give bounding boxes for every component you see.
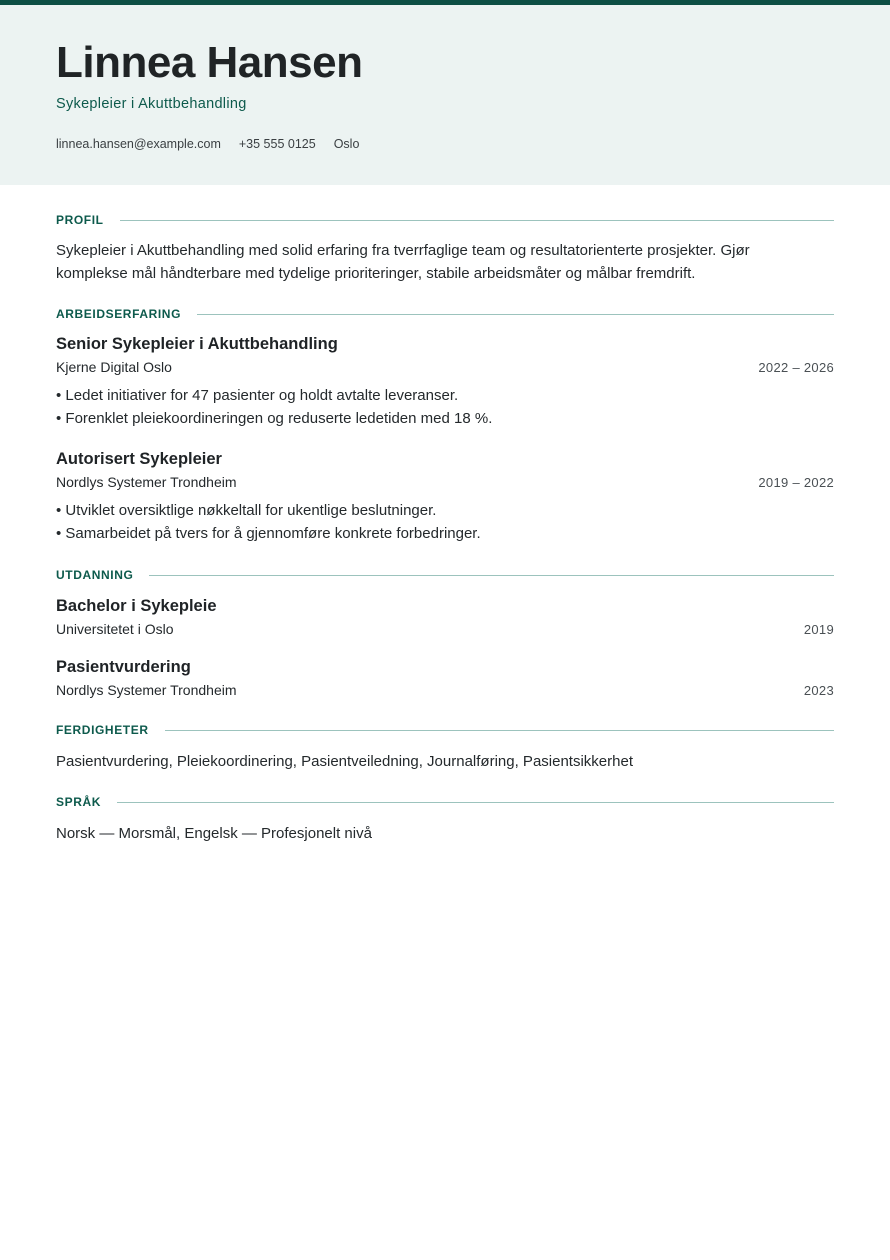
section-rule <box>197 314 834 315</box>
job-title: Autorisert Sykepleier <box>56 450 222 468</box>
education-entry <box>56 597 834 637</box>
job-bullet: • Utviklet oversiktlige nøkkeltall for ukentlige beslutninger. <box>56 499 834 522</box>
section-title: UTDANNING <box>56 568 134 582</box>
job-title: Senior Sykepleier i Akuttbehandling <box>56 335 338 353</box>
education-entry <box>56 658 834 698</box>
section-rule <box>120 220 834 221</box>
job-bullets <box>56 384 834 430</box>
section-heading-languages <box>56 795 834 809</box>
job-org: Kjerne Digital Oslo <box>56 359 172 375</box>
education-title: Pasientvurdering <box>56 658 191 676</box>
section-heading-experience <box>56 307 834 321</box>
section-title: ARBEIDSERFARING <box>56 307 182 321</box>
contact-email[interactable]: linnea.hansen@example.com <box>56 137 221 151</box>
job-dates: 2022 – 2026 <box>758 360 834 375</box>
section-heading-education <box>56 568 834 582</box>
section-title: SPRÅK <box>56 795 102 809</box>
education-year: 2023 <box>803 683 834 698</box>
section-rule <box>165 730 834 731</box>
resume-header <box>0 5 890 185</box>
job-bullet: • Ledet initiativer for 47 pasienter og holdt avtalte leveranser. <box>56 384 834 407</box>
contact-phone: +35 555 0125 <box>238 137 316 151</box>
job-org: Nordlys Systemer Trondheim <box>56 474 237 490</box>
education-year: 2019 <box>803 622 834 637</box>
section-rule <box>149 575 834 576</box>
profile-line: komplekse mål håndterbare med tydelige prioriteringer, stabile arbeidsmåter og målbar fremdrift. <box>56 265 696 282</box>
languages-list: Norsk — Morsmål, Engelsk — Profesjonelt nivå <box>56 825 372 842</box>
candidate-name: Linnea Hansen <box>56 38 363 87</box>
skills-list: Pasientvurdering, Pleiekoordinering, Pasientveiledning, Journalføring, Pasientsikkerhet <box>56 753 633 770</box>
contact-city: Oslo <box>333 137 360 151</box>
job-dates: 2019 – 2022 <box>758 475 834 490</box>
section-heading-profile <box>56 213 834 227</box>
section-rule <box>117 802 834 803</box>
education-org: Nordlys Systemer Trondheim <box>56 682 237 698</box>
job-bullet: • Forenklet pleiekoordineringen og reduserte ledetiden med 18 %. <box>56 407 834 430</box>
section-heading-skills <box>56 723 834 737</box>
profile-line: Sykepleier i Akuttbehandling med solid erfaring fra tverrfaglige team og resultatorienterte prosjekter. Gjør <box>56 242 750 259</box>
job-bullets <box>56 499 834 545</box>
job-entry <box>56 450 834 545</box>
section-title: FERDIGHETER <box>56 723 149 737</box>
candidate-title: Sykepleier i Akuttbehandling <box>56 96 247 112</box>
section-title: PROFIL <box>56 213 104 227</box>
education-org: Universitetet i Oslo <box>56 621 174 637</box>
job-entry <box>56 335 834 430</box>
education-title: Bachelor i Sykepleie <box>56 597 217 615</box>
contact-info <box>56 137 359 151</box>
job-bullet: • Samarbeidet på tvers for å gjennomføre konkrete forbedringer. <box>56 522 834 545</box>
profile-summary <box>56 239 834 285</box>
